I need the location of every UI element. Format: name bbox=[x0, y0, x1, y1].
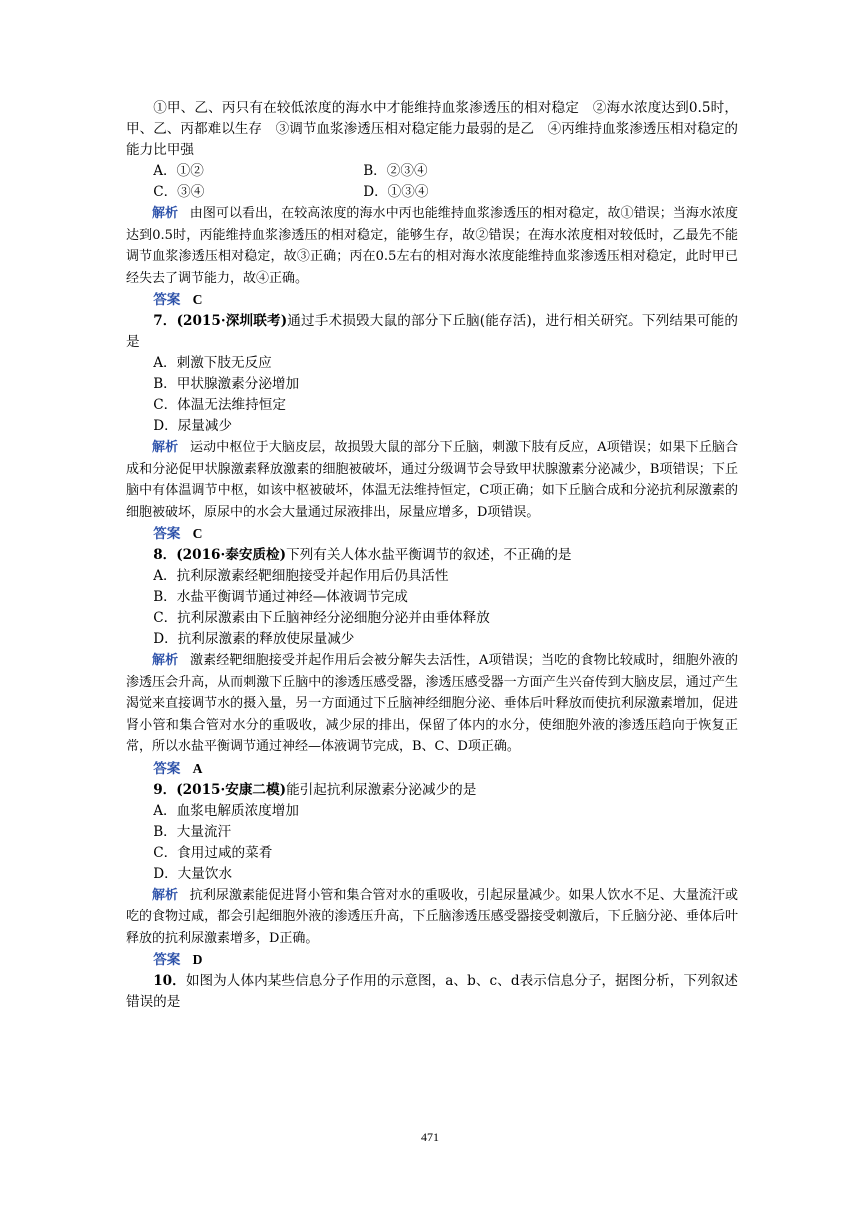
answer-label: 答案 bbox=[153, 760, 181, 777]
answer-label: 答案 bbox=[153, 292, 181, 308]
analysis-label: 解析 bbox=[152, 887, 179, 903]
q6-stem: ①甲、乙、丙只有在较低浓度的海水中才能维持血浆渗透压的相对稳定 ②海水浓度达到0.5时，甲、乙、丙都难以生存 ③调节血浆渗透压相对稳定能力最弱的是乙 ④丙维持血浆渗透压相对稳定的能力比甲强 bbox=[126, 100, 738, 158]
q8-option-b: B．水盐平衡调节通过神经—体液调节完成 bbox=[153, 589, 408, 605]
analysis-label: 解析 bbox=[152, 206, 179, 221]
q6-option-b: B．②③④ bbox=[363, 163, 428, 179]
q8-option-a: A．抗利尿激素经靶细胞接受并起作用后仍具活性 bbox=[153, 568, 449, 584]
q7-option-a: A．刺激下肢无反应 bbox=[153, 355, 272, 371]
answer-label: 答案 bbox=[153, 952, 181, 968]
q6-answer-value: C bbox=[192, 292, 203, 307]
q8-stem-text: 下列有关人体水盐平衡调节的叙述，不正确的是 bbox=[286, 547, 572, 563]
q8-analysis bbox=[126, 650, 738, 758]
q8-number: 8． bbox=[153, 547, 177, 563]
q9-option-d: D．大量饮水 bbox=[153, 865, 233, 882]
page-number: 471 bbox=[421, 1130, 439, 1144]
q7-source: (2015·深圳联考) bbox=[176, 313, 288, 329]
q8-option-c: C．抗利尿激素由下丘脑神经分泌细胞分泌并由垂体释放 bbox=[153, 610, 490, 626]
q7-analysis bbox=[126, 437, 738, 523]
q9-stem bbox=[126, 780, 738, 801]
q6-option-a: A．①② bbox=[153, 163, 204, 179]
q9-analysis-text: 抗利尿激素能促进肾小管和集合管对水的重吸收，引起尿量减少。如果人饮水不足、大量流汗或吃的食物过咸，都会引起细胞外液的渗透压升高，下丘脑渗透压感受器接受刺激后，下丘脑分泌、垂体后叶释放的抗利尿激素增多，D正确。 bbox=[126, 887, 738, 946]
q6-option-d: D．①③④ bbox=[363, 184, 429, 200]
q7-stem bbox=[126, 311, 738, 353]
q9-source: (2015·安康二模) bbox=[176, 781, 287, 798]
document-body bbox=[126, 98, 738, 1013]
q9-number: 9． bbox=[153, 781, 177, 798]
q6-option-c: C．③④ bbox=[153, 184, 205, 200]
q7-option-b: B．甲状腺激素分泌增加 bbox=[153, 376, 300, 392]
q7-analysis-text: 运动中枢位于大脑皮层，故损毁大鼠的部分下丘脑，刺激下肢有反应，A项错误；如果下丘脑合成和分泌促甲状腺激素释放激素的细胞被破坏，通过分级调节会导致甲状腺激素分泌减少，B项错误；下丘脑中有体温调节中枢，如该中枢被破坏，体温无法维持恒定，C项正确；如下丘脑合成和分泌抗利尿激素的细胞被破坏，原尿中的水会大量通过尿液排出，尿量应增多，D项错误。 bbox=[126, 440, 738, 520]
q6-analysis-text: 由图可以看出，在较高浓度的海水中丙也能维持血浆渗透压的相对稳定，故①错误；当海水浓度达到0.5时，丙能维持血浆渗透压的相对稳定，能够生存，故②错误；在海水浓度相对较低时，乙最先不能调节血浆渗透压相对稳定，故③正确；丙在0.5左右的相对海水浓度能维持血浆渗透压相对稳定，此时甲已经失去了调节能力，故④正确。 bbox=[126, 206, 738, 286]
q10-stem-text: 如图为人体内某些信息分子作用的示意图，a、b、c、d表示信息分子，据图分析，下列叙述错误的是 bbox=[126, 973, 738, 1010]
q6-answer bbox=[126, 289, 738, 311]
q8-option-d: D．抗利尿激素的释放使尿量减少 bbox=[153, 631, 355, 647]
q7-stem-text: 通过手术损毁大鼠的部分下丘脑(能存活)，进行相关研究。下列结果可能的是 bbox=[126, 313, 738, 350]
q7-answer-value: C bbox=[192, 526, 203, 541]
q8-analysis-text: 激素经靶细胞接受并起作用后会被分解失去活性，A项错误；当吃的食物比较咸时，细胞外液的渗透压会升高，从而刺激下丘脑中的渗透压感受器，渗透压感受器一方面产生兴奋传到大脑皮层，通过产生渴觉来直接调节水的摄入量，另一方面通过下丘脑神经细胞分泌、垂体后叶释放而使抗利尿激素增加，促进肾小管和集合管对水分的重吸收，减少尿的排出，保留了体内的水分，使细胞外液的渗透压趋向于恢复正常，所以水盐平衡调节通过神经—体液调节完成，B、C、D项正确。 bbox=[126, 653, 738, 754]
q9-answer-value: D bbox=[192, 952, 203, 967]
q8-source: (2016·泰安质检) bbox=[176, 547, 287, 563]
q8-stem bbox=[126, 545, 738, 566]
q10-number: 10． bbox=[153, 973, 186, 989]
answer-label: 答案 bbox=[153, 526, 181, 542]
q9-analysis bbox=[126, 885, 738, 950]
q6-options bbox=[126, 161, 738, 203]
q10-stem bbox=[126, 971, 738, 1013]
q7-option-d: D．尿量减少 bbox=[153, 418, 233, 434]
q7-option-c: C．体温无法维持恒定 bbox=[153, 397, 286, 413]
q9-option-b: B．大量流汗 bbox=[153, 823, 232, 840]
analysis-label: 解析 bbox=[152, 440, 179, 455]
q8-answer-value: A bbox=[192, 760, 203, 776]
q9-answer bbox=[126, 949, 738, 971]
q7-number: 7． bbox=[153, 313, 177, 329]
q7-answer bbox=[126, 523, 738, 545]
q9-stem-text: 能引起抗利尿激素分泌减少的是 bbox=[286, 781, 477, 798]
q6-analysis bbox=[126, 203, 738, 289]
q8-answer bbox=[126, 758, 738, 780]
q9-option-c: C．食用过咸的菜肴 bbox=[153, 844, 273, 861]
analysis-label: 解析 bbox=[152, 653, 179, 668]
q9-option-a: A．血浆电解质浓度增加 bbox=[153, 802, 299, 819]
